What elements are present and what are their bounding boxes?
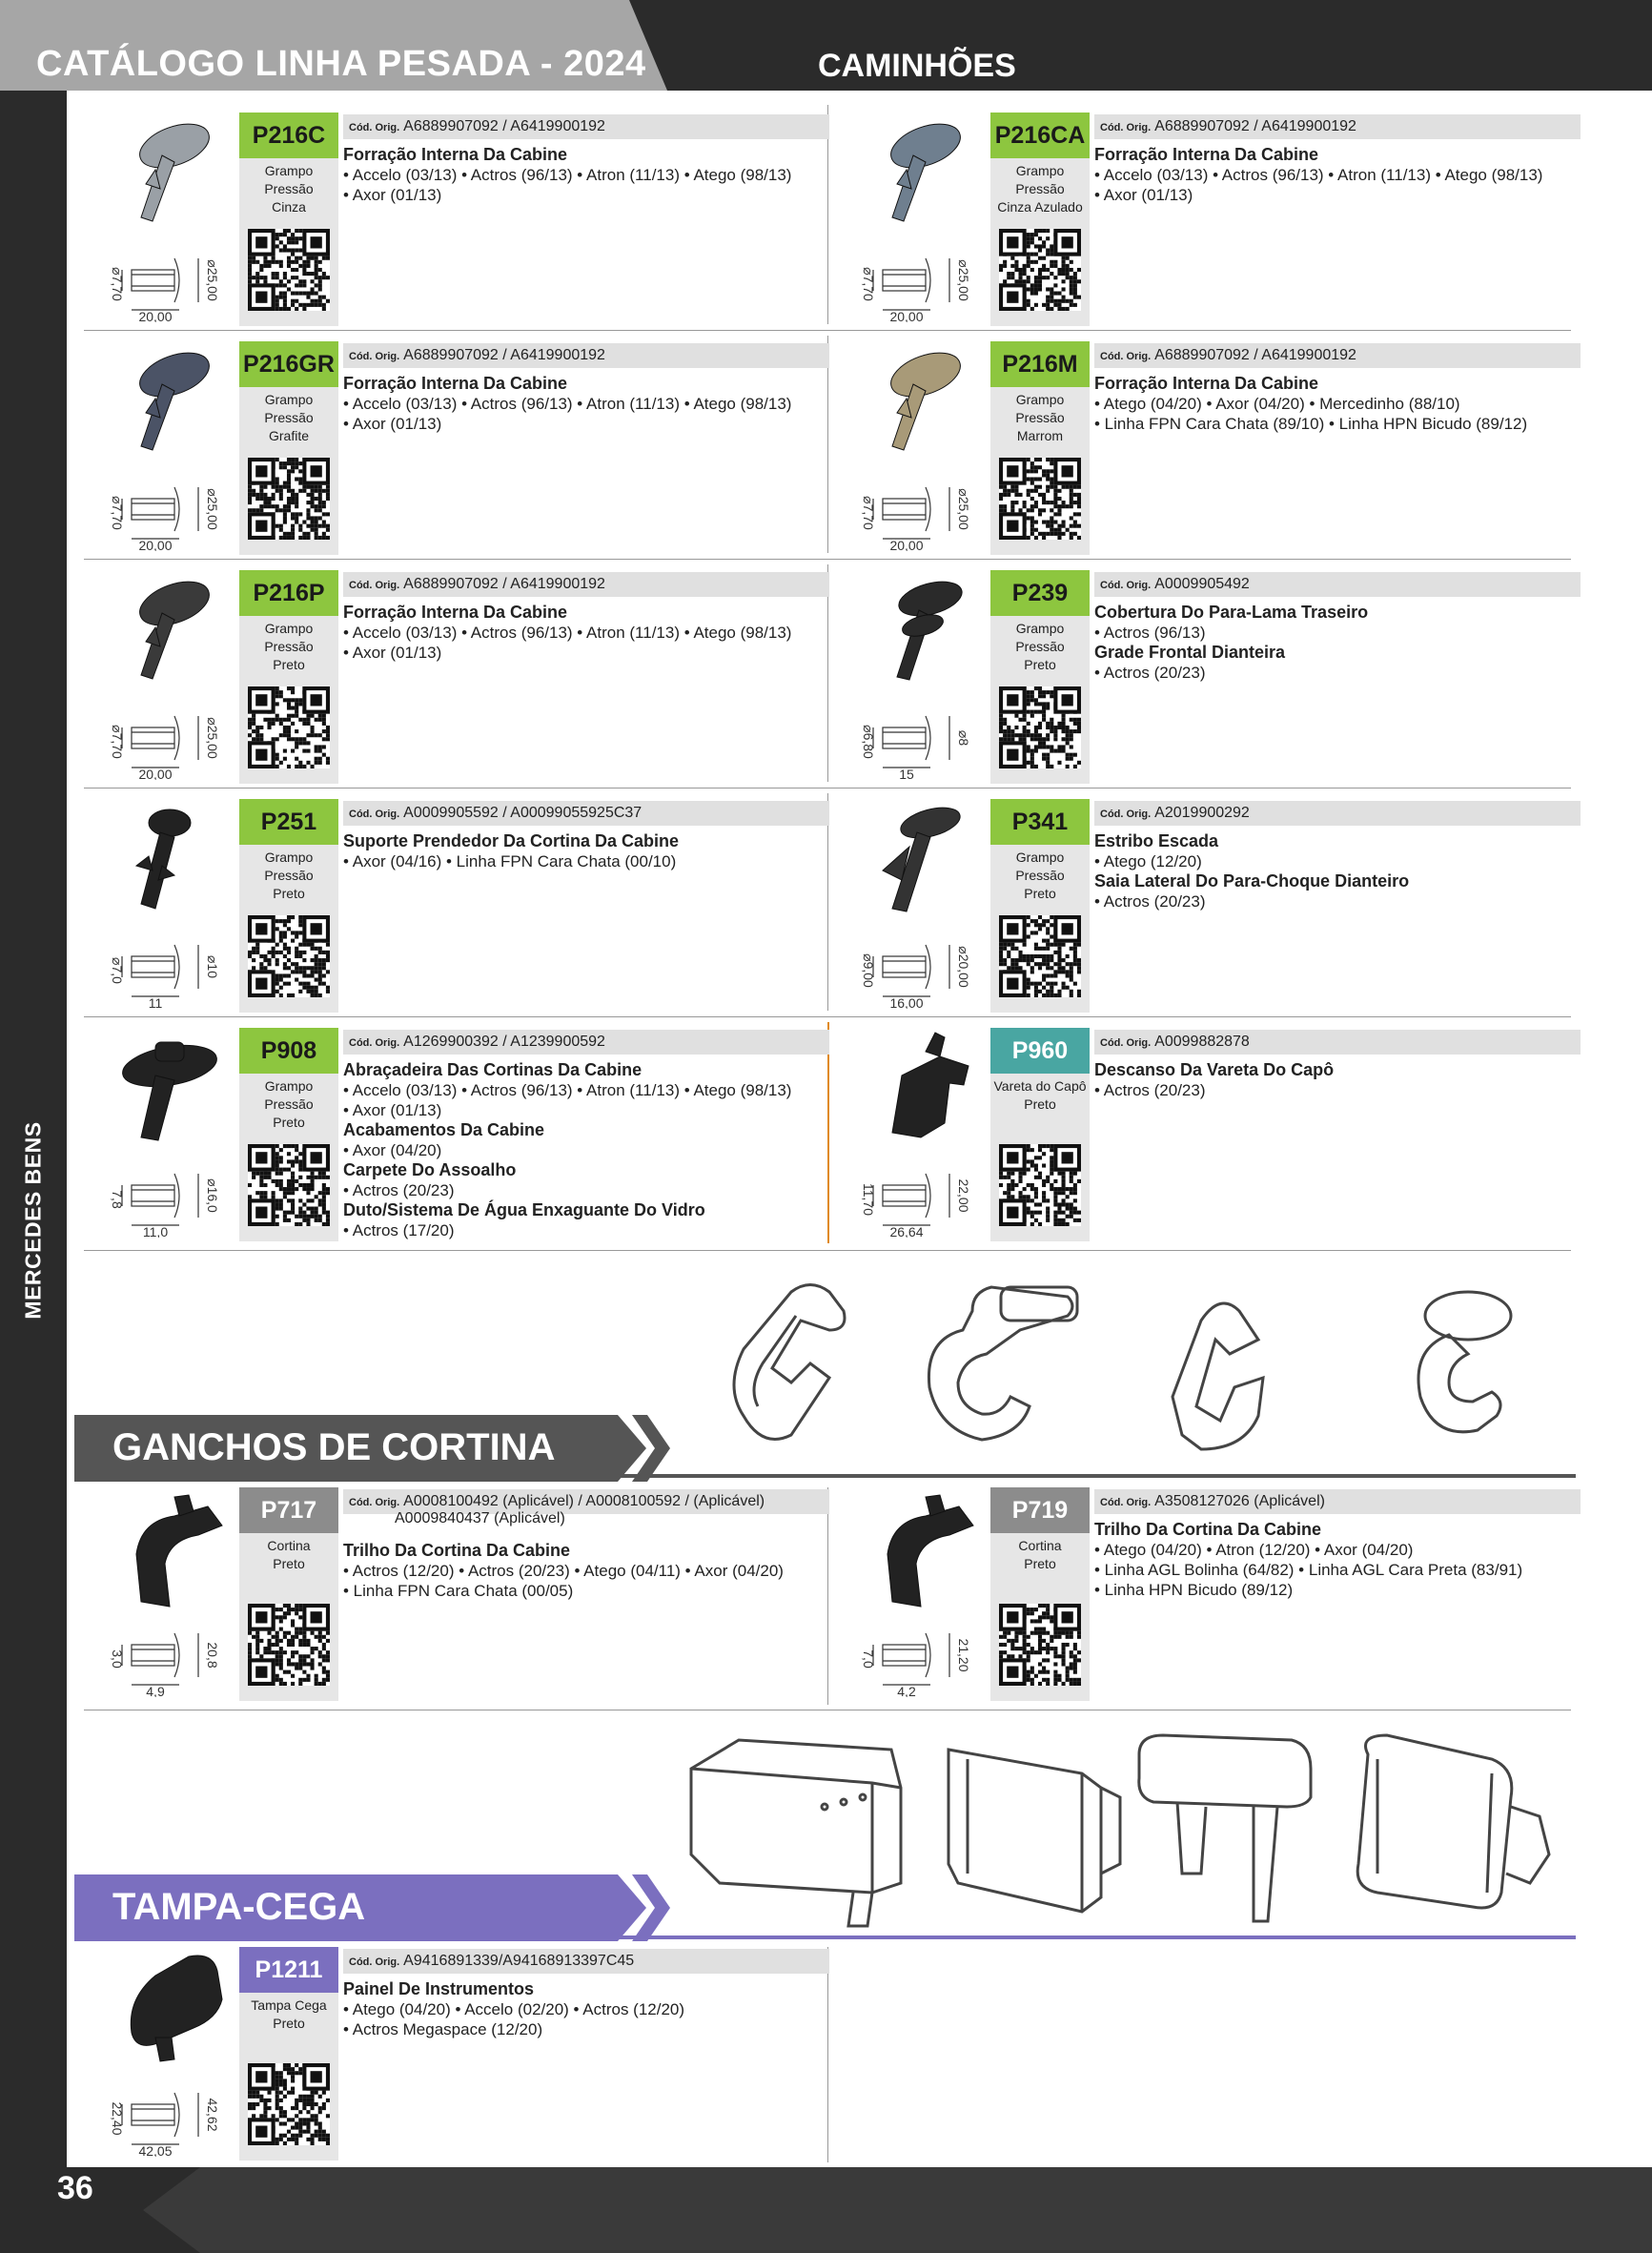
qr-code-icon	[999, 1144, 1081, 1226]
dimension-drawing	[93, 1616, 236, 1697]
row-divider	[84, 1016, 1571, 1017]
product-type-info	[239, 1993, 338, 2050]
application-title: Grade Frontal Dianteira	[1094, 643, 1286, 662]
product-code: P1211	[239, 1947, 338, 1993]
product-type: Grampo Pressão	[264, 850, 314, 883]
application-models: • Linha FPN Cara Chata (89/10) • Linha HPN Bicudo (89/12)	[1094, 415, 1528, 433]
applications	[1094, 831, 1585, 911]
product-card-p216gr	[84, 341, 837, 556]
product-type-info	[239, 616, 338, 673]
application-title: Acabamentos Da Cabine	[343, 1120, 545, 1139]
qr-code-icon	[248, 229, 330, 311]
application-models: • Axor (01/13)	[343, 1101, 442, 1119]
product-card-p216m	[835, 341, 1588, 556]
product-card-p239	[835, 570, 1588, 785]
qr-code[interactable]	[239, 215, 338, 326]
svg-text:26,64: 26,64	[889, 1224, 924, 1238]
application-models: • Axor (01/13)	[343, 186, 442, 204]
product-photo	[854, 113, 988, 236]
original-code: Cód. Orig. A0099882878	[1094, 1030, 1581, 1055]
svg-text:11,0: 11,0	[142, 1224, 169, 1238]
product-image	[103, 570, 236, 694]
original-code: Cód. Orig. A2019900292	[1094, 801, 1581, 826]
application-models: • Atego (04/20) • Atron (12/20) • Axor (04/20)	[1094, 1541, 1414, 1559]
dimension-diagram	[93, 2076, 236, 2157]
application-models: • Axor (04/16) • Linha FPN Cara Chata (00/10)	[343, 852, 677, 870]
dimension-drawing	[93, 2076, 236, 2157]
product-image	[103, 1028, 236, 1152]
product-color: Preto	[1024, 886, 1056, 901]
qr-code-icon	[248, 1144, 330, 1226]
product-image	[854, 1487, 988, 1611]
application-models: • Atego (04/20) • Axor (04/20) • Mercedinho (88/10)	[1094, 395, 1460, 413]
dimension-drawing	[93, 699, 236, 780]
application-title: Abraçadeira Das Cortinas Da Cabine	[343, 1060, 642, 1079]
dimension-diagram	[93, 699, 236, 780]
svg-text:11,70: 11,70	[861, 1183, 876, 1216]
original-code: Cód. Orig. A6889907092 / A6419900192	[1094, 114, 1581, 139]
product-photo	[103, 341, 236, 465]
product-color: Preto	[273, 1115, 305, 1130]
original-code: Cód. Orig. A0008100492 (Aplicável) / A0008100592 / (Aplicável)	[343, 1489, 829, 1514]
qr-code[interactable]	[239, 444, 338, 555]
product-color: Preto	[273, 657, 305, 672]
product-card-p960	[835, 1028, 1588, 1242]
qr-code-icon	[999, 229, 1081, 311]
application-models: • Actros (20/23)	[1094, 664, 1206, 682]
application-title: Suporte Prendedor Da Cortina Da Cabine	[343, 831, 680, 850]
product-card-p908	[84, 1028, 837, 1242]
dimension-drawing	[93, 470, 236, 551]
application-models: • Accelo (03/13) • Actros (96/13) • Atron (11/13) • Atego (98/13)	[343, 624, 792, 642]
original-code: Cód. Orig. A1269900392 / A1239900592	[343, 1030, 829, 1055]
svg-text:4,9: 4,9	[146, 1684, 165, 1697]
product-card-p216p	[84, 570, 837, 785]
product-type-info	[990, 1074, 1090, 1131]
application-models: • Actros (12/20) • Actros (20/23) • Atego (04/11) • Axor (04/20)	[343, 1562, 784, 1580]
original-code: Cód. Orig. A6889907092 / A6419900192	[343, 343, 829, 368]
dimension-diagram	[93, 241, 236, 322]
product-color: Preto	[1024, 657, 1056, 672]
row-divider	[84, 330, 1571, 331]
product-code: P239	[990, 570, 1090, 616]
section-ganchos-banner	[74, 1415, 672, 1482]
application-models: • Actros (17/20)	[343, 1221, 455, 1239]
application-title: Forração Interna Da Cabine	[343, 145, 568, 164]
dimension-drawing	[93, 1157, 236, 1238]
product-image	[854, 113, 988, 236]
qr-code[interactable]	[990, 1131, 1090, 1241]
product-color: Preto	[273, 1556, 305, 1571]
applications	[343, 831, 834, 871]
application-models: • Accelo (03/13) • Actros (96/13) • Atron (11/13) • Atego (98/13)	[343, 1081, 792, 1099]
product-color: Grafite	[268, 428, 309, 443]
application-models: • Atego (04/20) • Accelo (02/20) • Actros (12/20)	[343, 2000, 685, 2018]
application-title: Trilho Da Cortina Da Cabine	[1094, 1520, 1322, 1539]
product-card-p216c	[84, 113, 837, 327]
product-photo	[854, 570, 988, 694]
curtain-hooks-illustration	[686, 1273, 1573, 1464]
svg-text:⌀7,70: ⌀7,70	[110, 496, 125, 530]
applications	[1094, 1520, 1585, 1600]
product-color: Preto	[273, 2016, 305, 2031]
dimension-diagram	[93, 1616, 236, 1697]
product-code: P908	[239, 1028, 338, 1074]
sidebar	[0, 91, 67, 2167]
product-image	[103, 341, 236, 465]
svg-text:⌀7,70: ⌀7,70	[110, 725, 125, 759]
svg-text:20,00: 20,00	[138, 309, 173, 322]
product-type-info	[990, 845, 1090, 902]
application-title: Descanso Da Vareta Do Capô	[1094, 1060, 1335, 1079]
blank-cover-illustration	[682, 1731, 1578, 1940]
product-code: P216P	[239, 570, 338, 616]
application-models: • Actros (20/23)	[1094, 1081, 1206, 1099]
product-photo	[103, 113, 236, 236]
row-divider	[84, 1250, 1571, 1251]
product-color: Marrom	[1016, 428, 1064, 443]
dimension-diagram	[93, 470, 236, 551]
dimension-diagram	[845, 928, 988, 1009]
svg-text:⌀25,00: ⌀25,00	[956, 259, 971, 301]
svg-text:⌀25,00: ⌀25,00	[205, 488, 220, 530]
product-code: P717	[239, 1487, 338, 1533]
dimension-diagram	[845, 699, 988, 780]
svg-text:⌀25,00: ⌀25,00	[205, 259, 220, 301]
dimension-drawing	[845, 241, 988, 322]
application-models: • Linha AGL Bolinha (64/82) • Linha AGL Cara Preta (83/91)	[1094, 1561, 1523, 1579]
application-models: • Actros Megaspace (12/20)	[343, 2020, 543, 2038]
svg-text:42,62: 42,62	[205, 2098, 220, 2132]
qr-code-icon	[248, 2063, 330, 2145]
svg-text:15: 15	[899, 767, 914, 780]
qr-code[interactable]	[990, 673, 1090, 784]
section-tampa-banner	[74, 1874, 672, 1941]
application-title: Trilho Da Cortina Da Cabine	[343, 1541, 571, 1560]
product-type: Grampo Pressão	[264, 392, 314, 425]
product-type: Grampo Pressão	[264, 1078, 314, 1112]
product-code: P719	[990, 1487, 1090, 1533]
svg-text:7,0: 7,0	[861, 1649, 876, 1669]
original-code: Cód. Orig. A9416891339/A94168913397C45	[343, 1949, 829, 1974]
dimension-drawing	[93, 241, 236, 322]
application-models: • Linha HPN Bicudo (89/12)	[1094, 1581, 1294, 1599]
svg-text:⌀25,00: ⌀25,00	[205, 717, 220, 759]
application-models: • Accelo (03/13) • Actros (96/13) • Atron (11/13) • Atego (98/13)	[1094, 166, 1543, 184]
dimension-drawing	[845, 699, 988, 780]
original-code-line2: A0009840437 (Aplicável)	[395, 1510, 565, 1526]
dimension-diagram	[845, 1616, 988, 1697]
applications	[1094, 1060, 1585, 1100]
product-color: Cinza Azulado	[997, 199, 1083, 215]
product-code: P960	[990, 1028, 1090, 1074]
product-type-info	[990, 616, 1090, 673]
svg-text:4,2: 4,2	[897, 1684, 916, 1697]
page-header	[0, 0, 1652, 91]
svg-text:20,00: 20,00	[889, 538, 924, 551]
svg-text:⌀7,70: ⌀7,70	[861, 267, 876, 301]
dimension-diagram	[93, 1157, 236, 1238]
product-type-info	[239, 387, 338, 444]
svg-text:22,00: 22,00	[956, 1178, 971, 1213]
product-card-p1211	[84, 1947, 837, 2161]
product-type-info	[239, 1533, 338, 1590]
product-type: Cortina	[267, 1538, 311, 1553]
applications	[1094, 603, 1585, 683]
application-title: Forração Interna Da Cabine	[343, 374, 568, 393]
section-title: GANCHOS DE CORTINA	[112, 1426, 556, 1468]
dimension-diagram	[845, 470, 988, 551]
svg-text:42,05: 42,05	[138, 2143, 173, 2157]
product-type: Grampo Pressão	[264, 621, 314, 654]
product-card-p216ca	[835, 113, 1588, 327]
product-code: P216CA	[990, 113, 1090, 158]
application-models: • Linha FPN Cara Chata (00/05)	[343, 1582, 574, 1600]
product-photo	[854, 1487, 988, 1611]
svg-text:⌀25,00: ⌀25,00	[956, 488, 971, 530]
product-card-p719	[835, 1487, 1588, 1702]
application-models: • Accelo (03/13) • Actros (96/13) • Atron (11/13) • Atego (98/13)	[343, 166, 792, 184]
application-models: • Actros (20/23)	[1094, 892, 1206, 911]
original-code: Cód. Orig. A6889907092 / A6419900192	[343, 114, 829, 139]
product-type: Vareta do Capô	[993, 1078, 1087, 1094]
catalog-title: CATÁLOGO LINHA PESADA - 2024	[36, 44, 646, 84]
product-type: Grampo Pressão	[1015, 163, 1065, 196]
svg-text:3,0: 3,0	[110, 1649, 125, 1669]
applications	[343, 1979, 834, 2039]
svg-text:20,00: 20,00	[138, 767, 173, 780]
application-models: • Axor (04/20)	[343, 1141, 442, 1159]
product-color: Preto	[1024, 1556, 1056, 1571]
qr-code-icon	[999, 915, 1081, 997]
qr-code-icon	[999, 686, 1081, 768]
svg-text:20,8: 20,8	[205, 1642, 220, 1669]
svg-text:20,00: 20,00	[889, 309, 924, 322]
applications	[1094, 145, 1585, 205]
application-models: • Axor (01/13)	[1094, 186, 1193, 204]
svg-text:21,20: 21,20	[956, 1638, 971, 1672]
category-title: CAMINHÕES	[818, 48, 1016, 84]
product-type: Grampo Pressão	[1015, 850, 1065, 883]
product-type-info	[990, 387, 1090, 444]
qr-code-icon	[248, 686, 330, 768]
application-title: Saia Lateral Do Para-Choque Dianteiro	[1094, 871, 1410, 891]
svg-text:20,00: 20,00	[138, 538, 173, 551]
application-title: Cobertura Do Para-Lama Traseiro	[1094, 603, 1369, 622]
qr-code-icon	[248, 915, 330, 997]
original-code: Cód. Orig. A3508127026 (Aplicável)	[1094, 1489, 1581, 1514]
product-image	[103, 113, 236, 236]
applications	[343, 145, 834, 205]
qr-code[interactable]	[239, 673, 338, 784]
application-title: Forração Interna Da Cabine	[1094, 145, 1319, 164]
qr-code-icon	[248, 1604, 330, 1686]
product-photo	[103, 1487, 236, 1611]
svg-text:⌀20,00: ⌀20,00	[956, 946, 971, 988]
product-type: Tampa Cega	[251, 1997, 327, 2013]
application-title: Forração Interna Da Cabine	[1094, 374, 1319, 393]
product-type-info	[239, 845, 338, 902]
product-photo	[103, 570, 236, 694]
application-title: Forração Interna Da Cabine	[343, 603, 568, 622]
original-code: Cód. Orig. A6889907092 / A6419900192	[1094, 343, 1581, 368]
product-photo	[103, 1947, 236, 2071]
svg-text:⌀7,70: ⌀7,70	[110, 267, 125, 301]
svg-text:22,40: 22,40	[110, 2101, 125, 2136]
product-type: Grampo Pressão	[1015, 621, 1065, 654]
qr-code[interactable]	[990, 215, 1090, 326]
product-image	[854, 341, 988, 465]
qr-code[interactable]	[990, 1590, 1090, 1701]
product-image	[103, 799, 236, 923]
applications	[343, 1541, 834, 1601]
applications	[343, 374, 834, 434]
product-code: P341	[990, 799, 1090, 845]
original-code: Cód. Orig. A0009905592 / A00099055925C37	[343, 801, 829, 826]
dimension-drawing	[845, 470, 988, 551]
application-models: • Axor (01/13)	[343, 415, 442, 433]
dimension-drawing	[845, 1616, 988, 1697]
dimension-diagram	[845, 241, 988, 322]
product-photo	[854, 341, 988, 465]
product-type-info	[990, 158, 1090, 215]
svg-text:⌀10: ⌀10	[205, 954, 220, 979]
svg-text:⌀7,0: ⌀7,0	[110, 957, 125, 984]
product-type-info	[239, 158, 338, 215]
svg-text:16,00: 16,00	[889, 995, 924, 1009]
product-code: P251	[239, 799, 338, 845]
page-number: 36	[57, 2170, 93, 2206]
application-models: • Actros (96/13)	[1094, 624, 1206, 642]
product-color: Cinza	[272, 199, 306, 215]
product-card-p717	[84, 1487, 837, 1702]
application-models: • Actros (20/23)	[343, 1181, 455, 1199]
original-code: Cód. Orig. A6889907092 / A6419900192	[343, 572, 829, 597]
svg-text:⌀7,70: ⌀7,70	[861, 496, 876, 530]
row-divider	[84, 559, 1571, 560]
application-title: Duto/Sistema De Água Enxaguante Do Vidro	[343, 1200, 705, 1219]
svg-text:⌀6,80: ⌀6,80	[861, 725, 876, 759]
product-card-p341	[835, 799, 1588, 1014]
product-color: Preto	[1024, 1096, 1056, 1112]
application-models: • Axor (01/13)	[343, 644, 442, 662]
application-title: Carpete Do Assoalho	[343, 1160, 517, 1179]
applications	[343, 603, 834, 663]
dimension-diagram	[845, 1157, 988, 1238]
qr-code[interactable]	[239, 902, 338, 1013]
qr-code[interactable]	[990, 902, 1090, 1013]
dimension-drawing	[845, 1157, 988, 1238]
product-color: Preto	[273, 886, 305, 901]
dimension-diagram	[93, 928, 236, 1009]
svg-text:7,8: 7,8	[110, 1190, 125, 1209]
qr-code[interactable]	[239, 1131, 338, 1241]
product-image	[854, 799, 988, 923]
product-image	[854, 1028, 988, 1152]
product-image	[103, 1947, 236, 2071]
product-type: Grampo Pressão	[264, 163, 314, 196]
product-code: P216M	[990, 341, 1090, 387]
section-underline	[74, 1474, 1576, 1478]
applications	[343, 1060, 834, 1240]
application-title: Painel De Instrumentos	[343, 1979, 535, 1998]
section-title: TAMPA-CEGA	[112, 1886, 366, 1928]
qr-code[interactable]	[239, 1590, 338, 1701]
qr-code-icon	[999, 458, 1081, 540]
application-models: • Accelo (03/13) • Actros (96/13) • Atron (11/13) • Atego (98/13)	[343, 395, 792, 413]
dimension-drawing	[93, 928, 236, 1009]
product-code: P216C	[239, 113, 338, 158]
applications	[1094, 374, 1585, 434]
product-type-info	[239, 1074, 338, 1131]
product-type-info	[990, 1533, 1090, 1590]
product-photo	[854, 1028, 988, 1152]
application-models: • Atego (12/20)	[1094, 852, 1202, 870]
qr-code-icon	[248, 458, 330, 540]
product-photo	[854, 799, 988, 923]
qr-code-icon	[999, 1604, 1081, 1686]
product-photo	[103, 1028, 236, 1152]
qr-code[interactable]	[990, 444, 1090, 555]
product-image	[103, 1487, 236, 1611]
qr-code[interactable]	[239, 2050, 338, 2161]
product-image	[854, 570, 988, 694]
original-code: Cód. Orig. A0009905492	[1094, 572, 1581, 597]
product-code: P216GR	[239, 341, 338, 387]
brand-label: MERCEDES BENS	[20, 1121, 46, 1320]
product-card-p251	[84, 799, 837, 1014]
product-type: Cortina	[1018, 1538, 1062, 1553]
svg-text:⌀9,00: ⌀9,00	[861, 953, 876, 988]
product-photo	[103, 799, 236, 923]
application-title: Estribo Escada	[1094, 831, 1219, 850]
svg-text:⌀8: ⌀8	[956, 729, 971, 747]
svg-text:11: 11	[148, 995, 163, 1009]
footer-accent	[143, 2167, 1652, 2253]
row-divider	[84, 788, 1571, 789]
svg-text:⌀16,0: ⌀16,0	[205, 1178, 220, 1213]
product-type: Grampo Pressão	[1015, 392, 1065, 425]
dimension-drawing	[845, 928, 988, 1009]
